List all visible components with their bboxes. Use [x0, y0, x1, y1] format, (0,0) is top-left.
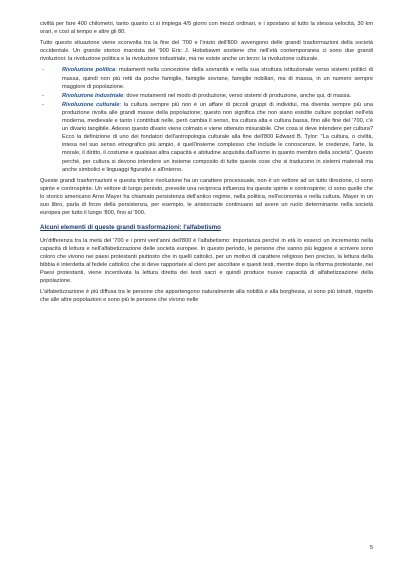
- list-item-industrial-revolution: [40, 92, 373, 100]
- list-text: : mutamenti nella concezione della sovranità e nella sua struttura istituzionale verso sistemi politici di massa, quindi non più retti da poche famiglie, famiglie sovrane, famiglie nobiliari, ma di massa, in un numero sempre maggiore di popolazione.: [62, 67, 374, 90]
- list-term: Rivoluzione culturale: [62, 101, 120, 108]
- list-text: : dove mutamenti nel modo di produzione, verso sistemi di produzione, anche qui, di massa.: [123, 92, 352, 99]
- bullet-dash: -: [42, 101, 44, 108]
- list-item-cultural-revolution: [40, 101, 373, 174]
- body-paragraph: Un'differenza tra la metà del '700 e i primi vent'anni dell'800 è l'alfabetismo: importanza perché in età lo esserci un incremento nella capacità di lettura e nell'alfabetizzazione delle società europee. In questo periodo, le persone che sanno più leggere e scrivere sono coloro che vivono nei paesi protestanti piuttosto che in quelli cattolici, per un motivo di carattere religioso ben preciso, la lettura della bibbia è interdetta al fedele cattolico che si deve rapportare al clero per ascoltare e questi testi, mentre dopo la riforma protestante, nei Paesi protestanti, viene incentivata la lettura diretta dei testi sacri e quindi produce nuove capacità di alfabetizzazione della popolazione.: [40, 237, 373, 285]
- page-number: 5: [369, 545, 373, 551]
- body-paragraph: Tutto questo situazione viene sconvolta tra la fine del '700 e l'inizio dell'800: avvengono delle grandi trasformazioni della società occidentale. Un grande storico marxista del '900 Eric J. Hobsbawm sostiene che nell'età contemporanea ci sono due grandi rivoluzioni: la rivoluzione politica e la rivoluzione industriale, ma ne esiste anche un terzo: la rivoluzione culturale.: [40, 40, 373, 63]
- body-paragraph: Queste grandi trasformazioni e questa triplice rivoluzione ha un carattere processuale, non è un vettore ad un tutto direzione, ci sono spinte e controspinte. Un vettore di lungo periodo, prevede una reciproca influenza tra queste spinte e controspinte; ci sono quelle che lo storico americano Arno Mayer ha chiamato persistenza dell'antico regime, nella politica, nell'economia e nella cultura. Mayer in un suo libro, parla di forze della persistenza, per esempio, le aristocrazie continuano ad avere un ruolo determinante nella società europea per tutto il lungo '800, fino al '900.: [40, 177, 373, 217]
- revolution-list: [40, 66, 373, 173]
- section-heading: Alcuni elementi di queste grandi trasformazioni: l'alfabetismo: [40, 224, 221, 232]
- list-term: Rivoluzione politica: [62, 67, 116, 74]
- bullet-dash: -: [42, 67, 44, 74]
- list-text: : la cultura sempre più non è un affare di piccoli gruppi di individui, ma diventa sempre più una produzione rivolta alle grandi masse della popolazione; questo non significa che non siano esistite culture popolari nell'età moderna, medievale e tanto i contributi nelle, però cambia il senso, tra cultura alta e cultura bassa, fino alle fine del '700, c'è un divario tangibile. Adesso questo divario viene colmato e viene ottenuto misurabile. Che cosa si deve intendere per cultura? Ecco la definizione di uno dei fondatori dell'antropologia culturale alla fine dell'800 Edward B. Tylor: "La cultura, o civiltà, intesa nel suo senso etnografico più ampio, è quell'insieme complesso che include le conoscenze, le credenze, l'arte, la morale, il diritto, il costume e qualsiasi altra capacità e abitudine acquisita dall'uomo in quanto membro della società". Questo perché, per cultura si devono intendere un insieme composito di tutte queste cose che si traducono in sistemi materiali ma anche simbolici e linguaggi figurativi e all'interno.: [62, 101, 373, 173]
- top-paragraphs: [40, 20, 373, 63]
- list-item-political-revolution: [40, 66, 373, 90]
- bullet-dash: -: [42, 92, 44, 99]
- list-term: Rivoluzione industriale: [62, 92, 124, 99]
- body-paragraph: L'alfabetizzazione è più diffusa tra le persone che appartengono naturalmente alla nobiltà e alla borghesia, si sono più istruiti, rispetto che alle altre popolazioni e sono più le persone che vivono nelle: [40, 289, 373, 304]
- bottom-paragraphs: [40, 237, 373, 305]
- middle-paragraphs: [40, 177, 373, 217]
- body-paragraph: civiltà per fare 400 chilometri, tanto quanto ci si impiega 4/5 giorni con mezzi ordinari, e i spostano al tutto la stessa velocità, 30 km orari, e così al tempo e altre gli 80.: [40, 21, 373, 36]
